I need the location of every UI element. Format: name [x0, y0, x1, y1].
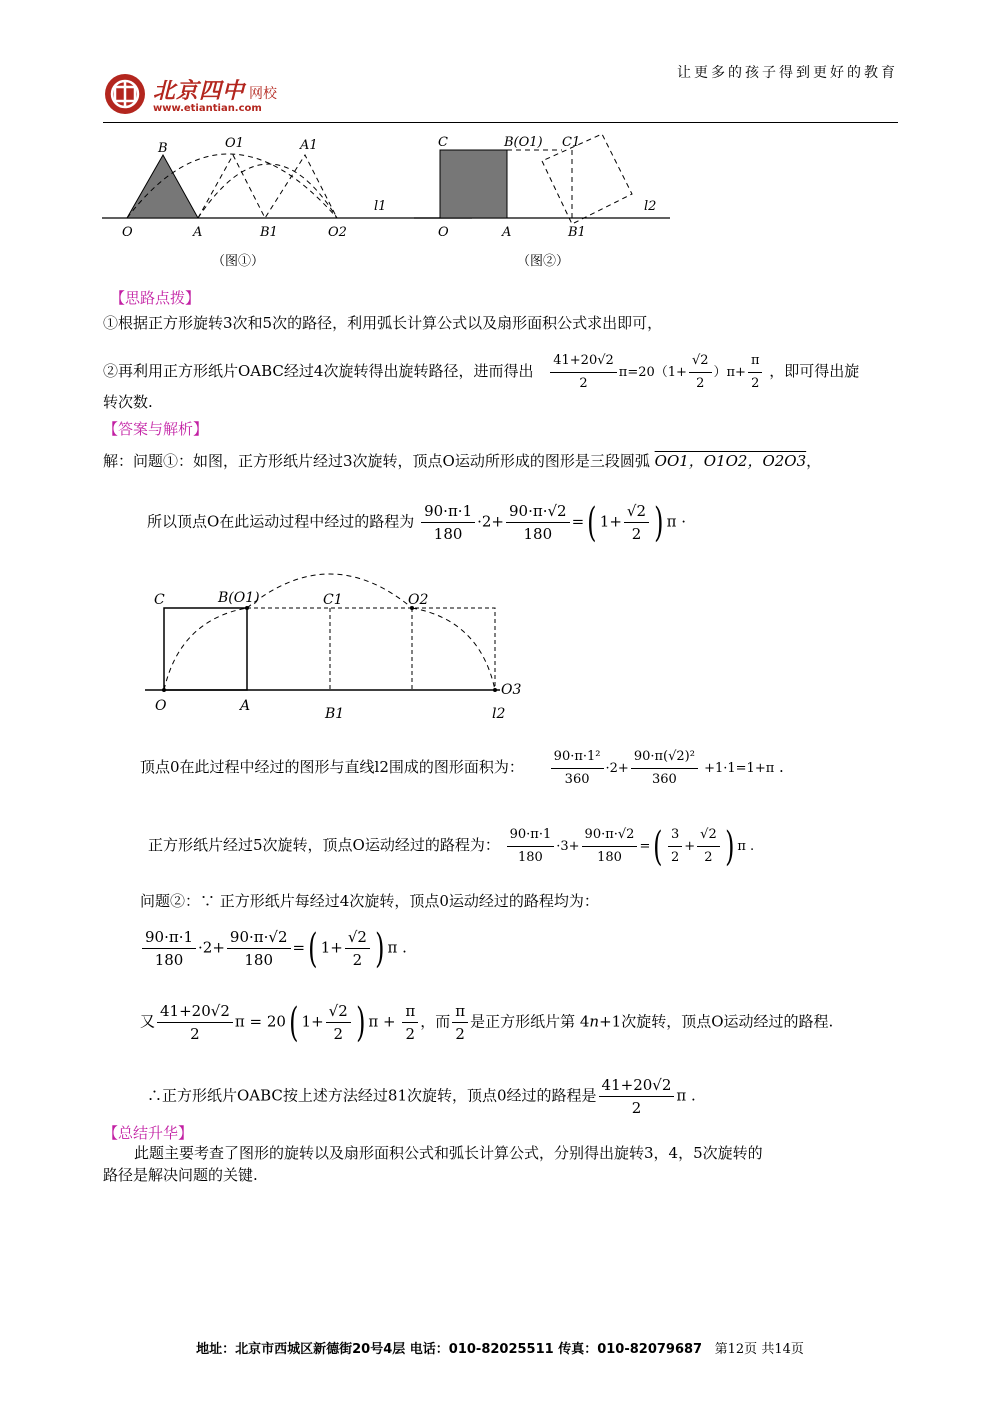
fig1-label: O2 [328, 225, 347, 240]
header-rule [103, 122, 898, 123]
conclusion-line: ∴正方形纸片OABC按上述方法经过81次旋转，顶点0经过的路程是 $\frac{41+20√2}{2}$ π . [147, 1076, 696, 1117]
hint-line-2 [103, 352, 859, 393]
logo-emblem-icon [103, 72, 147, 116]
section-answer-title: 【答案与解析】 [103, 420, 209, 438]
you-word: 又 [140, 1012, 156, 1031]
section-summary-title: 【总结升华】 [103, 1124, 194, 1142]
section-hint-title: 【思路点拨】 [110, 289, 201, 307]
arcs-list: OO1，O1O2，O2O3 [654, 452, 807, 470]
logo-sub: 网校 [249, 86, 278, 102]
q1-intro: 解：问题①：如图，正方形纸片经过3次旋转，顶点O运动所形成的图形是三段圆弧 [103, 452, 650, 470]
fig3-label: O3 [501, 682, 522, 698]
path-line: 所以顶点O在此运动过程中经过的路程为 $\frac{90\cdot\pi\cdot 1}{180}$ ·2+ $\frac{90\cdot\pi\cdot√2}{180}$ =( 1+ $\frac{√2}{2}$ ) π · [147, 499, 687, 546]
er-word: ，而 [420, 1012, 451, 1031]
summary-line-2: 路径是解决问题的关键. [103, 1166, 258, 1184]
hint-formula: $\frac{41+20√2}{2}$ π=20（1+ $\frac{√2}{2}$ ）π+ $\frac{\pi}{2}$ [548, 365, 764, 380]
figure-3 [140, 570, 530, 725]
logo [103, 70, 277, 118]
fig3-label: C [154, 592, 165, 608]
fig3-label: B1 [325, 706, 345, 722]
fig1-label: l1 [374, 199, 387, 214]
slogan: 让更多的孩子得到更好的教育 [677, 65, 898, 81]
hint-line-1: ①根据正方形旋转3次和5次的路径，利用弧长计算公式以及扇形面积公式求出即可， [103, 314, 663, 332]
fig1-label: A1 [300, 138, 318, 153]
fig2-label: O [438, 225, 449, 240]
fig2-caption: （图②） [517, 254, 570, 269]
fig1-label: O [122, 225, 133, 240]
fig2-label: B(O1) [504, 135, 543, 150]
fig3-label: O2 [408, 592, 429, 608]
figure-2 [412, 130, 674, 280]
q2-formula: $\frac{90\cdot\pi\cdot 1}{180}$ ·2+ $\frac{90\cdot\pi\cdot√2}{180}$ =( 1+ $\frac{√2}{2}$ ) π . [140, 928, 407, 969]
path-intro: 所以顶点O在此运动过程中经过的路程为 [147, 512, 415, 531]
hint-line-2-pre: ②再利用正方形纸片OABC经过4次旋转得出旋转路径，进而得出 [103, 362, 534, 380]
logo-name: 北京四中 [153, 78, 246, 104]
conclusion-text: ∴正方形纸片OABC按上述方法经过81次旋转，顶点0经过的路程是 [147, 1086, 597, 1105]
fig2-label: l2 [644, 199, 657, 214]
footer [0, 1338, 1000, 1357]
footer-page: 第12页 共14页 [714, 1342, 804, 1357]
fig2-label: C [438, 135, 448, 150]
fig3-label: O [155, 698, 167, 714]
hint-line-3: 转次数. [103, 393, 153, 411]
fig3-label: l2 [492, 706, 506, 722]
area-intro: 顶点0在此过程中经过的图形与直线l2围成的图形面积为： [140, 758, 524, 776]
footer-address: 地址：北京市西城区新德街20号4层 电话：010-82025511 传真：010-82079687 [196, 1342, 703, 1357]
logo-url: www.etiantian.com [153, 103, 262, 114]
rotate-tail: 次旋转，顶点O运动经过的路程. [621, 1012, 834, 1031]
fig1-label: B1 [260, 225, 278, 240]
fig2-label: C1 [562, 135, 581, 150]
five-intro: 正方形纸片经过5次旋转，顶点O运动经过的路程为： [148, 836, 500, 854]
five-line: 正方形纸片经过5次旋转，顶点O运动经过的路程为： $\frac{90\cdot\pi\cdot 1}{180}$ ·3+ $\frac{90\cdot\pi\cdot√2}{180}$ =( $\frac{3}{2}$ + $\frac{√2}{2}$ ) π . [148, 823, 755, 870]
you-line: 又 $\frac{41+20√2}{2}$ π = 20( 1+ $\frac{√2}{2}$ ) π + $\frac{\pi}{2}$ ，而 $\frac{\pi}{2}$ 是正方形纸片第 4n+1次旋转，顶点O运动经过的路程. [140, 999, 834, 1046]
fig3-label: C1 [323, 592, 343, 608]
fig3-label: A [240, 698, 251, 714]
fig1-label: O1 [225, 136, 244, 151]
fig1-label: A [193, 225, 203, 240]
fig2-label: B1 [568, 225, 586, 240]
fig2-label: A [502, 225, 512, 240]
fig1-label: B [158, 141, 168, 156]
summary-line-1: 此题主要考查了图形的旋转以及扇形面积公式和弧长计算公式，分别得出旋转3，4，5次旋转的 [134, 1144, 763, 1162]
shi-word: 是正方形纸片第 [470, 1012, 576, 1031]
area-line: 顶点0在此过程中经过的图形与直线l2围成的图形面积为： $\frac{\text{90·π·1²}}{360}$ ·2+ $\frac{\text{90·π(√2)²}}{360}$ +1·1=1+π . [140, 749, 784, 787]
fig3-label: B(O1) [218, 590, 260, 606]
fig1-caption: （图①） [212, 254, 265, 269]
q2-intro: 问题②：∵ 正方形纸片每经过4次旋转，顶点0运动经过的路程均为： [140, 892, 599, 910]
hint-line-2-post: ，即可得出旋 [769, 362, 860, 380]
q1-intro-line: 解：问题①：如图，正方形纸片经过3次旋转，顶点O运动所形成的图形是三段圆弧 OO1，O1O2，O2O3， [103, 452, 822, 470]
